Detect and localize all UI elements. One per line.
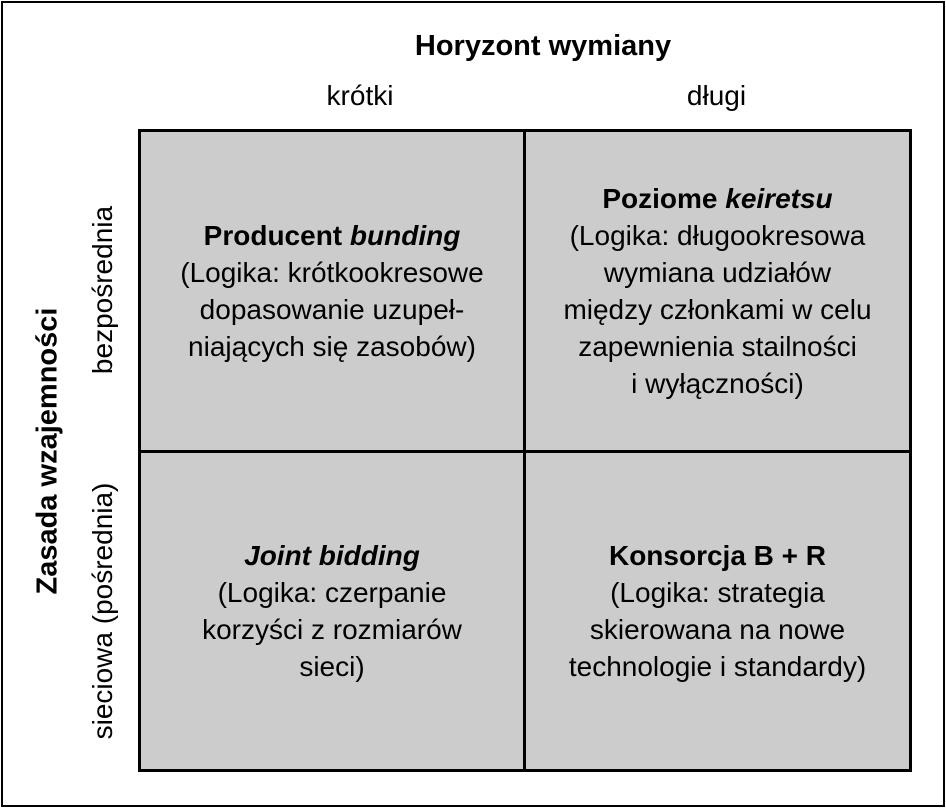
cell-description: (Logika: krótkookresowe dopasowanie uzupeł- niających się zasobów) <box>180 257 484 362</box>
cell-title <box>244 537 420 574</box>
cell-title-plain: Konsorcja B + R <box>608 540 827 571</box>
row-label-network: sieciowa (pośrednia) <box>87 482 118 740</box>
cell-producent-bunding <box>141 132 523 450</box>
cell-konsorcja-br <box>526 453 909 769</box>
cell-title <box>609 537 826 574</box>
column-label-short: krótki <box>326 80 394 111</box>
cell-description: (Logika: długookresowa wymiana udziałów między członkami w celu zapewnienia stailności i wyłączności) <box>563 220 872 399</box>
matrix-grid <box>138 129 912 772</box>
cell-poziome-keiretsu <box>526 132 909 450</box>
cell-title-plain: Producent <box>203 220 350 251</box>
cell-title-plain: Poziome <box>602 183 726 214</box>
cell-title <box>204 217 461 254</box>
cell-description: (Logika: czerpanie korzyści z rozmiarów sieci) <box>202 577 462 682</box>
cell-title <box>602 180 832 217</box>
cell-title-italic: keiretsu <box>725 183 833 214</box>
column-label-long: długi <box>686 80 747 111</box>
vertical-axis-title: Zasada wzajemności <box>31 307 64 595</box>
cell-joint-bidding <box>141 453 523 769</box>
horizontal-axis-title: Horyzont wymiany <box>414 30 672 62</box>
cell-title-italic: Joint bidding <box>244 540 420 571</box>
cell-title-italic: bunding <box>349 220 461 251</box>
row-label-direct: bezpośrednia <box>87 205 118 375</box>
cell-description: (Logika: strategia skierowana na nowe technologie i standardy) <box>568 577 867 682</box>
